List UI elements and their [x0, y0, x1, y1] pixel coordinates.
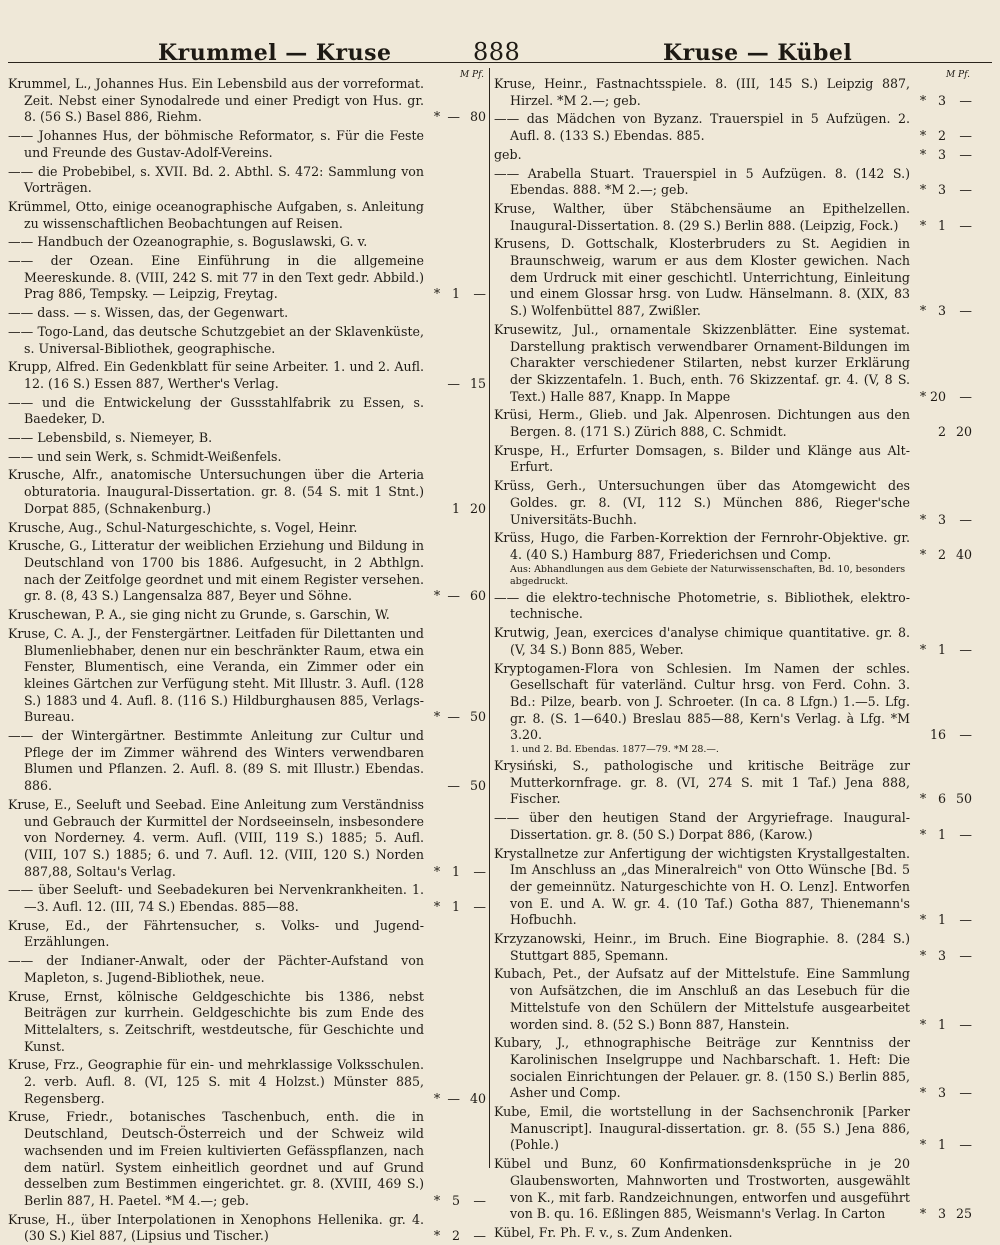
price-marker: * — [919, 826, 927, 842]
price-marker: * — [919, 511, 927, 527]
entry-text: Kruspe, H., Erfurter Domsagen, s. Bilder und Klänge aus Alt-Erfurt. — [494, 442, 910, 475]
entry-price — [910, 512, 972, 529]
left-column — [8, 68, 486, 1244]
catalog-entry — [494, 661, 972, 745]
price-pfennig: 50 — [955, 791, 972, 807]
currency-head-left: M Pf. — [459, 70, 484, 80]
entry-price — [910, 389, 972, 406]
entry-text: Krusche, G., Litteratur der weiblichen Erziehung und Bildung in Deutschland von 1700 bis 1886. Aufgesucht, in 2 Abthlgn. nach der Zeitfolge geordnet und mit einem Register versehen. gr. 8. (8, 43 S.) Langensalza 887, Beyer und Söhne. — [8, 538, 424, 604]
price-mark: — — [447, 778, 460, 794]
entry-text: —— Johannes Hus, der böhmische Reformator, s. Für die Feste und Freunde des Gustav-Adolf-Vereins. — [8, 128, 424, 160]
catalog-entry — [494, 443, 972, 476]
price-mark: 1 — [937, 1137, 946, 1153]
entry-text: —— der Ozean. Eine Einführung in die allgemeine Meereskunde. 8. (VIII, 242 S. mit 77 in den Text gedr. Abbild.) Prag 886, Tempsky. — Leipzig, Freytag. — [8, 253, 424, 302]
catalog-entry — [8, 953, 486, 986]
currency-head-right: M Pf. — [945, 70, 970, 80]
entry-text: —— das Mädchen von Byzanz. Trauerspiel in 5 Aufzügen. 2. Aufl. 8. (133 S.) Ebendas. 885. — [494, 111, 910, 144]
catalog-entry — [8, 538, 486, 605]
entry-text: Krüss, Hugo, die Farben-Korrektion der Fernrohr-Objektive. gr. 4. (40 S.) Hamburg 887, Friederichsen und Comp. — [494, 530, 910, 562]
price-pfennig: — — [473, 1228, 486, 1244]
entry-text: —— und die Entwickelung der Gussstahlfabrik zu Essen, s. Baedeker, D. — [8, 394, 424, 427]
entry-price — [910, 303, 972, 320]
price-mark: — — [447, 709, 460, 725]
entry-text: Kruse, Friedr., botanisches Taschenbuch, enth. die in Deutschland, Deutsch-Österreich und der Schweiz wild wachsenden und im Freien kultivierten Gefässpflanzen, nach dem natürl. System einheitlich geordnet und auf Grund desselben zum Bestimmen eingerichtet. gr. 8. (XVIII, 469 S.) Berlin 887, H. Paetel. *M 4.—; geb. — [8, 1109, 424, 1208]
entry-text: Krusche, Aug., Schul-Naturgeschichte, s. Vogel, Heinr. — [8, 519, 358, 535]
entry-text: Krupp, Alfred. Ein Gedenkblatt für seine Arbeiter. 1. und 2. Aufl. 12. (16 S.) Essen 887, Werther's Verlag. — [8, 359, 424, 391]
catalog-entry — [494, 76, 972, 109]
entry-price — [424, 899, 486, 916]
entry-text: Kube, Emil, die wortstellung in der Sachsenchronik [Parker Manuscript]. Inaugural-dissertation. gr. 8. (55 S.) Jena 886, (Pohle.) — [494, 1104, 910, 1153]
price-pfennig: — — [959, 128, 972, 144]
price-mark: 1 — [451, 286, 460, 302]
price-mark: — — [447, 109, 460, 125]
entry-text: —— und sein Werk, s. Schmidt-Weißenfels. — [8, 448, 282, 464]
entry-price — [424, 1091, 486, 1108]
catalog-entry — [8, 324, 486, 357]
entry-text: Krysiński, S., pathologische und kritische Beiträge zur Mutterkornfrage. gr. 8. (VI, 274 S. mit 1 Taf.) Jena 888, Fischer. — [494, 758, 910, 807]
running-header — [8, 18, 990, 68]
catalog-entry — [494, 758, 972, 808]
entry-text: Kubary, J., ethnographische Beiträge zur Kenntniss der Karolinischen Inselgruppe und Nachbarschaft. 1. Heft: Die socialen Einrichtungen der Pelauer. gr. 8. (150 S.) Berlin 885, Asher und Comp. — [494, 1035, 910, 1101]
price-pfennig: — — [959, 1137, 972, 1153]
price-marker: * — [919, 388, 927, 404]
price-pfennig: 40 — [955, 546, 972, 562]
price-mark: 1 — [937, 826, 946, 842]
price-marker: * — [433, 1090, 441, 1106]
price-pfennig: — — [473, 286, 486, 302]
price-pfennig: — — [959, 511, 972, 527]
price-marker: * — [919, 1016, 927, 1032]
catalog-entry — [8, 797, 486, 881]
price-pfennig: — — [959, 92, 972, 108]
entry-text: —— der Wintergärtner. Bestimmte Anleitung zur Cultur und Pflege der im Zimmer während des Winters verwendbaren Blumen und Pflanzen. 2. Aufl. 8. (89 S. mit Illustr.) Ebendas. 886. — [8, 728, 424, 794]
catalog-entry — [8, 76, 486, 126]
entry-text: Kruse, Frz., Geographie für ein- und mehrklassige Volksschulen. 2. verb. Aufl. 8. (VI, 125 S. mit 4 Holzst.) Münster 885, Regensberg. — [8, 1057, 424, 1106]
catalog-entry — [494, 1104, 972, 1154]
entry-price — [910, 128, 972, 145]
price-marker: * — [919, 791, 927, 807]
price-pfennig: — — [959, 182, 972, 198]
price-mark: — — [447, 1090, 460, 1106]
catalog-entry — [494, 810, 972, 843]
price-pfennig: — — [959, 303, 972, 319]
entry-text: Kruse, Walther, über Stäbchensäume an Epithelzellen. Inaugural-Dissertation. 8. (29 S.) Berlin 888. (Leipzig, Fock.) — [494, 200, 910, 233]
price-mark: 1 — [937, 912, 946, 928]
entry-text: Krusens, D. Gottschalk, Klosterbruders zu St. Aegidien in Braunschweig, warum er aus dem Kloster gewichen. Nach dem Urdruck mit einer geschichtl. Unterrichtung, Einleitung und einem Glossar hrsg. von Ludw. Hänselmann. 8. (XIX, 83 S.) Wolfenbüttel 887, Zwißler. — [494, 236, 910, 319]
price-mark: 3 — [937, 511, 946, 527]
entry-price — [910, 1085, 972, 1102]
entry-text: Kübel, Fr. Ph. F. v., s. Zum Andenken. — [494, 1225, 733, 1240]
price-marker: * — [919, 546, 927, 562]
entry-text: Kruse, Ernst, kölnische Geldgeschichte bis 1386, nebst Beiträgen zur kurrhein. Geldgeschichte bis zum Ende des Mittelalters, s. Zeitschrift, westdeutsche, für Geschichte und Kunst. — [8, 988, 424, 1054]
price-pfennig: 40 — [469, 1090, 486, 1106]
price-marker: * — [433, 899, 441, 915]
catalog-entry — [8, 882, 486, 915]
entry-text: Krystallnetze zur Anfertigung der wichtigsten Krystallgestalten. Im Anschluss an „das Mineralreich" von Otto Wünsche [Bd. 5 der gemeinnütz. Naturgeschichte von H. O. Lenz]. Entworfen von E. und A. W. gr. 4. (10 Taf.) Gotha 887, Thienemann's Hofbuchh. — [494, 845, 910, 928]
entry-price — [910, 791, 972, 808]
price-marker — [918, 424, 928, 441]
price-mark: 2 — [451, 1228, 460, 1244]
price-pfennig: 20 — [469, 500, 486, 516]
price-marker: * — [433, 1228, 441, 1244]
price-pfennig: — — [959, 1016, 972, 1032]
entry-price — [910, 547, 972, 564]
price-marker: * — [919, 1085, 927, 1101]
entry-text: Kruse, Ed., der Fährtensucher, s. Volks- und Jugend-Erzählungen. — [8, 917, 424, 950]
entry-price — [910, 948, 972, 965]
price-mark: — — [447, 375, 460, 391]
catalog-entry — [494, 530, 972, 563]
price-pfennig: — — [473, 1193, 486, 1208]
price-marker: * — [919, 1206, 927, 1222]
catalog-entry — [8, 449, 486, 466]
entry-text: Kübel und Bunz, 60 Konfirmationsdenksprüche in je 20 Glaubensworten, Mahnworten und Trostworten, ausgewählt von K., mit farb. Randzeichnungen, entworfen und ausgeführt von B. qu. 16. Eßlingen 885, Weismann's Verlag. In Carton — [494, 1156, 910, 1222]
price-pfennig: — — [959, 947, 972, 963]
header-rule — [8, 62, 992, 63]
price-mark: 1 — [451, 863, 460, 879]
entry-price — [424, 286, 486, 303]
entry-price — [910, 424, 972, 441]
catalog-entry — [8, 359, 486, 392]
catalog-entry — [8, 234, 486, 251]
catalog-entry — [494, 166, 972, 199]
entry-text: Kruse, E., Seeluft und Seebad. Eine Anleitung zum Verständniss und Gebrauch der Kurmittel der Nordseeinseln, insbesondere von Norderney. 4. verm. Aufl. (VIII, 119 S.) 1885; 5. Aufl. (VIII, 107 S.) 1885; 6. und 7. Aufl. 12. (VIII, 120 S.) Norden 887,88, Soltau's Verlag. — [8, 796, 424, 879]
entry-text: Kruschewan, P. A., sie ging nicht zu Grunde, s. Garschin, W. — [8, 607, 390, 623]
entry-price — [424, 588, 486, 605]
price-mark: 3 — [937, 947, 946, 963]
entry-price — [424, 501, 486, 518]
price-mark: 3 — [937, 182, 946, 198]
entry-text: —— die Probebibel, s. XVII. Bd. 2. Abthl. S. 472: Sammlung von Vorträgen. — [8, 163, 424, 196]
price-marker — [432, 376, 442, 393]
price-marker: * — [919, 303, 927, 319]
column-divider — [489, 68, 490, 1168]
columns — [8, 68, 992, 1244]
entry-note: Aus: Abhandlungen aus dem Gebiete der Naturwissenschaften, Bd. 10, besonders abgedruckt. — [510, 563, 906, 587]
price-mark: 1 — [451, 500, 460, 516]
price-mark: 1 — [451, 899, 460, 915]
catalog-entry — [8, 520, 486, 537]
price-mark: 2 — [937, 424, 946, 440]
entry-price — [424, 1193, 486, 1210]
catalog-entry — [8, 1109, 486, 1209]
price-pfennig: — — [473, 899, 486, 915]
price-marker: * — [919, 182, 927, 198]
entry-text: Krüss, Gerh., Untersuchungen über das Atomgewicht des Goldes. gr. 8. (VI, 112 S.) München 886, Rieger'sche Universitäts-Buchh. — [494, 478, 910, 527]
entry-text: Krummel, L., Johannes Hus. Ein Lebensbild aus der vorreformat. Zeit. Nebst einer Synodalrede und einer Predigt von Hus. gr. 8. (56 S.) Basel 886, Riehm. — [8, 76, 424, 125]
price-mark: 3 — [937, 1206, 946, 1222]
catalog-entry — [8, 467, 486, 517]
entry-text: Kruse, Heinr., Fastnachtsspiele. 8. (III, 145 S.) Leipzig 887, Hirzel. *M 2.—; geb. — [494, 76, 910, 108]
entry-text: Krusche, Alfr., anatomische Untersuchungen über die Arteria obturatoria. Inaugural-Dissertation. gr. 8. (54 S. mit 1 Stnt.) Dorpat 885, (Schnakenburg.) — [8, 467, 424, 516]
price-pfennig: — — [959, 912, 972, 928]
price-pfennig: 25 — [955, 1206, 972, 1222]
catalog-entry — [494, 147, 972, 164]
entry-text: geb. — [494, 146, 522, 162]
price-marker: * — [433, 863, 441, 879]
price-mark: 3 — [937, 303, 946, 319]
price-marker: * — [919, 912, 927, 928]
entry-price — [910, 642, 972, 659]
price-pfennig: 80 — [469, 109, 486, 125]
price-marker: * — [433, 1193, 441, 1208]
price-pfennig: — — [959, 641, 972, 657]
catalog-entry — [494, 407, 972, 440]
catalog-entry — [8, 626, 486, 726]
price-mark: 1 — [937, 1016, 946, 1032]
catalog-entry — [494, 201, 972, 234]
price-marker: * — [919, 947, 927, 963]
price-marker: * — [433, 588, 441, 604]
catalog-entry — [494, 322, 972, 406]
entry-text: Krutwig, Jean, exercices d'analyse chimique quantitative. gr. 8. (V, 34 S.) Bonn 885, Weber. — [494, 625, 910, 657]
catalog-entry — [8, 395, 486, 428]
price-mark: 3 — [937, 146, 946, 162]
price-pfennig: — — [959, 826, 972, 842]
entry-text: Kubach, Pet., der Aufsatz auf der Mittelstufe. Eine Sammlung von Aufsätzchen, die im Anschluß an das Lesebuch für die Mittelstufe von den Schülern der Mittelstufe ausgearbeitet worden sind. 8. (52 S.) Bonn 887, Hanstein. — [494, 966, 910, 1032]
right-entries — [494, 76, 972, 1242]
catalog-entry — [8, 1057, 486, 1107]
price-pfennig: — — [959, 217, 972, 233]
catalog-entry — [494, 966, 972, 1033]
entry-text: —— Lebensbild, s. Niemeyer, B. — [8, 430, 213, 446]
price-mark: 2 — [937, 128, 946, 144]
price-mark: 5 — [451, 1193, 460, 1208]
entry-price — [424, 709, 486, 726]
catalog-entry — [8, 128, 486, 161]
price-marker — [432, 778, 442, 795]
entry-text: Krusewitz, Jul., ornamentale Skizzenblätter. Eine systemat. Darstellung praktisch verwendbarer Ornament-Bildungen im Charakter verschiedener Stilarten, nebst kurzer Erklärung der Skizzentafeln. 1. Buch, enth. 76 Skizzentaf. gr. 4. (V, 8 S. Text.) Halle 887, Knapp. In Mappe — [494, 321, 910, 404]
entry-text: —— über den heutigen Stand der Argyriefrage. Inaugural-Dissertation. gr. 8. (50 S.) Dorpat 886, (Karow.) — [494, 810, 910, 842]
header-left: Krummel — Kruse — [158, 40, 392, 66]
price-mark: 20 — [929, 388, 946, 404]
price-pfennig: 20 — [955, 424, 972, 440]
entry-price — [910, 1137, 972, 1154]
entry-text: Krüsi, Herm., Glieb. und Jak. Alpenrosen. Dichtungen aus den Bergen. 8. (171 S.) Zürich 888, C. Schmidt. — [494, 407, 910, 440]
entry-text: —— die elektro-technische Photometrie, s. Bibliothek, elektro-technische. — [494, 589, 910, 622]
price-mark: 2 — [937, 546, 946, 562]
catalog-entry — [8, 305, 486, 322]
entry-price — [910, 147, 972, 164]
catalog-entry — [8, 199, 486, 232]
price-pfennig: 50 — [469, 778, 486, 794]
entry-price — [910, 93, 972, 110]
catalog-entry — [494, 846, 972, 930]
price-pfennig: — — [473, 863, 486, 879]
catalog-entry — [494, 931, 972, 964]
catalog-entry — [8, 918, 486, 951]
catalog-entry — [494, 590, 972, 623]
entry-text: —— der Indianer-Anwalt, oder der Pächter-Aufstand von Mapleton, s. Jugend-Bibliothek, neue. — [8, 953, 424, 985]
price-marker — [918, 727, 928, 744]
left-entries — [8, 76, 486, 1245]
entry-text: Kryptogamen-Flora von Schlesien. Im Namen der schles. Gesellschaft für vaterländ. Cultur hrsg. von Ferd. Cohn. 3. Bd.: Pilze, bearb. von J. Schroeter. (In ca. 8 Lfgn.) 1.—5. Lfg. gr. 8. (S. 1—640.) Breslau 885—88, Kern's Verlag. à Lfg. *M 3.20. — [494, 660, 910, 743]
price-marker: * — [919, 1137, 927, 1153]
entry-price — [910, 1206, 972, 1223]
price-pfennig: — — [959, 1085, 972, 1101]
price-mark: — — [447, 588, 460, 604]
catalog-entry — [8, 1212, 486, 1245]
catalog-entry — [8, 607, 486, 624]
price-marker — [432, 501, 442, 518]
header-right: Kruse — Kübel — [663, 40, 853, 66]
entry-price — [910, 827, 972, 844]
price-pfennig: 60 — [469, 588, 486, 604]
entry-text: —— über Seeluft- und Seebadekuren bei Nervenkrankheiten. 1.—3. Aufl. 12. (III, 74 S.) Ebendas. 885—88. — [8, 882, 424, 915]
catalog-entry — [494, 111, 972, 144]
entry-text: Kruse, H., über Interpolationen in Xenophons Hellenika. gr. 4. (30 S.) Kiel 887, (Lipsius und Tischer.) — [8, 1211, 424, 1244]
entry-price — [910, 1017, 972, 1034]
entry-text: —— Handbuch der Ozeanographie, s. Boguslawski, G. v. — [8, 234, 368, 250]
price-marker: * — [919, 92, 927, 108]
price-marker: * — [919, 128, 927, 144]
price-mark: 6 — [937, 791, 946, 807]
entry-price — [910, 182, 972, 199]
entry-text: Kruse, C. A. J., der Fenstergärtner. Leitfaden für Dilettanten und Blumenliebhaber, denen nur ein beschränkter Raum, etwa ein Fenster, Blumentisch, eine Veranda, ein Zimmer oder ein kleines Gärtchen zur Verfügung steht. Mit Illustr. 3. Aufl. (128 S.) 1883 und 4. Aufl. 8. (116 S.) Hildburghausen 885, Verlags-Bureau. — [8, 625, 424, 725]
price-pfennig: 50 — [469, 709, 486, 725]
price-mark: 3 — [937, 1085, 946, 1101]
price-mark: 1 — [937, 217, 946, 233]
price-marker: * — [433, 709, 441, 725]
price-marker: * — [919, 146, 927, 162]
catalog-entry — [8, 430, 486, 447]
price-mark: 1 — [937, 641, 946, 657]
catalog-entry — [8, 728, 486, 795]
catalog-entry — [494, 625, 972, 658]
entry-price — [910, 727, 972, 744]
catalog-entry — [494, 1156, 972, 1223]
price-mark: 3 — [937, 92, 946, 108]
catalog-entry — [494, 1225, 972, 1242]
price-marker: * — [433, 286, 441, 302]
catalog-entry — [494, 236, 972, 320]
entry-price — [424, 376, 486, 393]
price-pfennig: — — [959, 146, 972, 162]
price-pfennig: — — [959, 388, 972, 404]
entry-text: Krümmel, Otto, einige oceanographische Aufgaben, s. Anleitung zu wissenschaftlichen Beobachtungen auf Reisen. — [8, 198, 424, 231]
entry-text: —— Arabella Stuart. Trauerspiel in 5 Aufzügen. 8. (142 S.) Ebendas. 888. *M 2.—; geb. — [494, 165, 910, 198]
entry-text: —— Togo-Land, das deutsche Schutzgebiet an der Sklavenküste, s. Universal-Bibliothek, geographische. — [8, 323, 424, 356]
price-marker: * — [919, 217, 927, 233]
price-pfennig: — — [959, 727, 972, 743]
catalog-entry — [494, 478, 972, 528]
entry-price — [910, 218, 972, 235]
catalog-entry — [8, 253, 486, 303]
price-marker: * — [919, 641, 927, 657]
entry-text: —— dass. — s. Wissen, das, der Gegenwart. — [8, 305, 289, 321]
entry-price — [424, 778, 486, 795]
entry-price — [424, 864, 486, 881]
entry-price — [910, 912, 972, 929]
entry-price — [424, 109, 486, 126]
right-column — [494, 68, 972, 1240]
price-mark: 16 — [929, 727, 946, 743]
catalog-entry — [8, 164, 486, 197]
price-pfennig: 15 — [469, 375, 486, 391]
catalog-entry — [8, 989, 486, 1056]
catalog-entry — [494, 1035, 972, 1102]
entry-text: Krzyzanowski, Heinr., im Bruch. Eine Biographie. 8. (284 S.) Stuttgart 885, Spemann. — [494, 931, 910, 963]
entry-price — [424, 1228, 486, 1245]
page-number: 888 — [473, 38, 521, 66]
entry-note: 1. und 2. Bd. Ebendas. 1877—79. *M 28.—. — [510, 744, 719, 756]
price-marker: * — [433, 109, 441, 125]
